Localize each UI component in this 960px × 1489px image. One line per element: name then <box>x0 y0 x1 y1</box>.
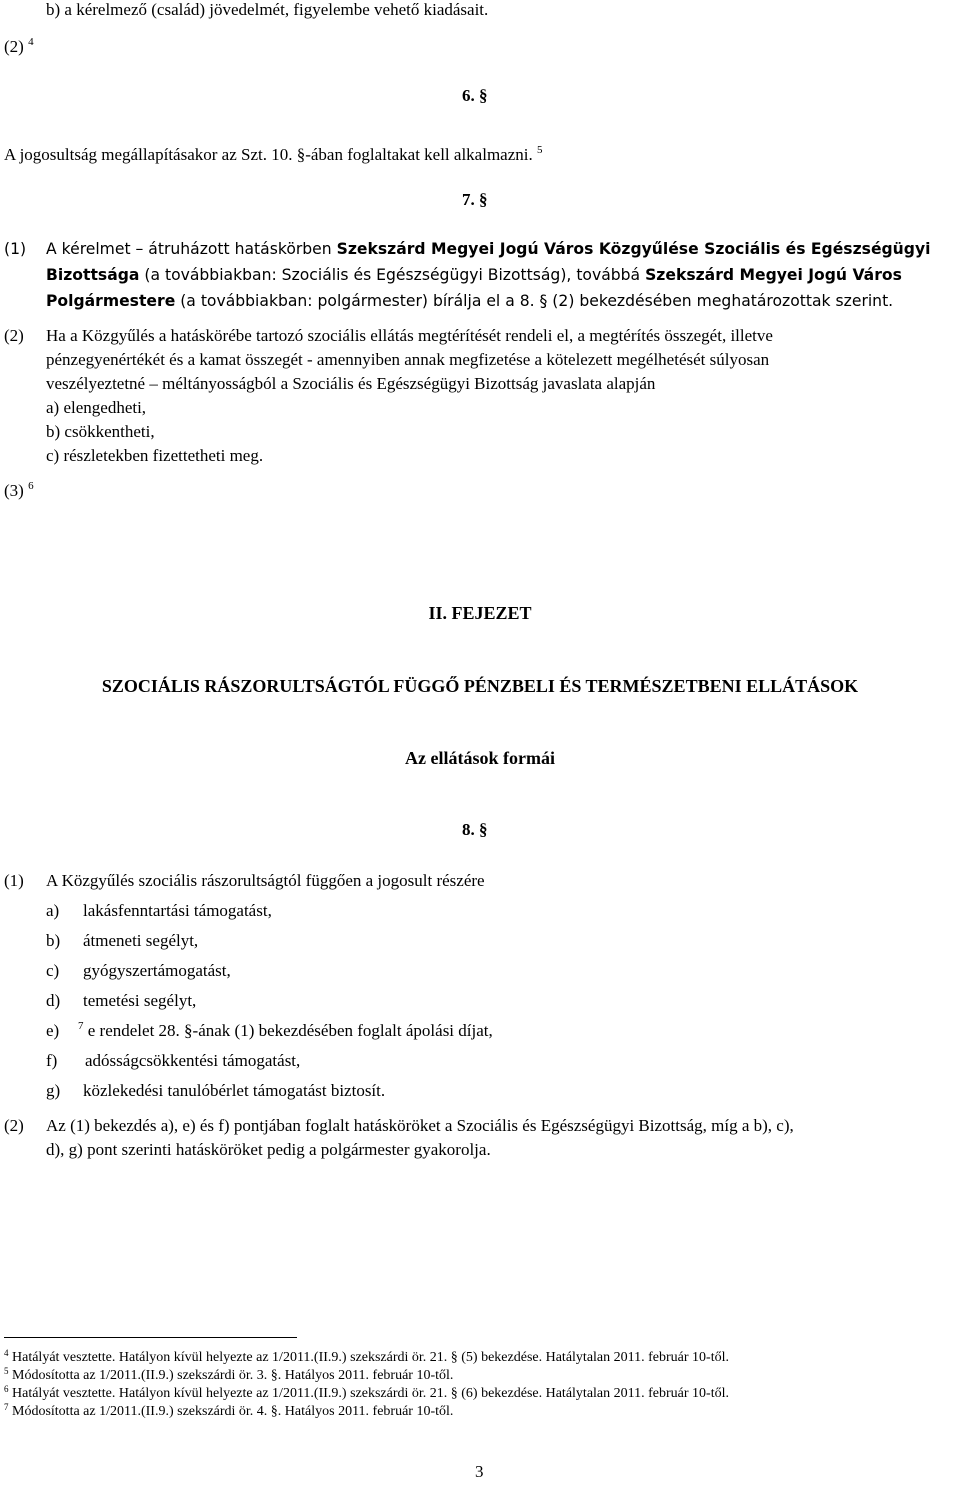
list-item-letter: d) <box>46 991 61 1010</box>
list-item: lakásfenntartási támogatást, <box>83 901 272 920</box>
section-6-heading: 6. § <box>462 86 488 105</box>
footnote-ref: 7 <box>78 1020 84 1032</box>
list-item-letter: f) <box>46 1051 58 1070</box>
s8-para1-number: (1) <box>4 871 24 890</box>
footnote-ref: 4 <box>28 36 34 48</box>
list-item: $^7$ e rendelet 28. §-ának (1) bekezdésében foglalt ápolási díjat, <box>78 1020 493 1040</box>
s7-para2-line2: pénzegyenértékét és a kamat összegét - amennyiben annak megfizetése a kötelezett megélhetését súlyosan <box>46 350 770 369</box>
footnote: $^7$ Módosította az 1/2011.(II.9.) szekszárdi ör. 4. §. Hatályos 2011. február 10-től. <box>4 1402 454 1419</box>
s7-para1-number: (1) <box>4 240 27 258</box>
list-item: c) részletekben fizettetheti meg. <box>46 446 264 465</box>
s7-para2-line3: veszélyeztetné – méltányosságból a Szociális és Egészségügyi Bizottság javaslata alapján <box>46 374 656 393</box>
s7-para1-line1: A kérelmet – átruházott hatáskörben Szekszárd Megyei Jogú Város Közgyűlése Szociális és Egészségügyi <box>46 240 931 258</box>
list-item-letter: e) <box>46 1021 60 1040</box>
s7-para1-line2: Bizottsága (a továbbiakban: Szociális és Egészségügyi Bizottság), továbbá Szekszárd Megyei Jogú Város <box>46 266 902 284</box>
s7-para3-number: (3) $^6$ <box>4 480 34 500</box>
footnote-separator <box>4 1337 297 1338</box>
s8-para2-line1: Az (1) bekezdés a), e) és f) pontjában foglalt hatásköröket a Szociális és Egészségügyi Bizottság, míg a b), c), <box>46 1116 794 1135</box>
s7-para2-line1: Ha a Közgyűlés a hatáskörébe tartozó szociális ellátás megtérítését rendeli el, a megtérítés összegét, illetve <box>46 326 773 345</box>
footnote: $^5$ Módosította az 1/2011.(II.9.) szekszárdi ör. 3. §. Hatályos 2011. február 10-től. <box>4 1366 454 1383</box>
s8-para1-intro: A Közgyűlés szociális rászorultságtól függően a jogosult részére <box>46 871 485 890</box>
s8-para2-line2: d), g) pont szerinti hatásköröket pedig a polgármester gyakorolja. <box>46 1140 491 1159</box>
list-item-letter: a) <box>46 901 60 920</box>
section-6-text: A jogosultság megállapításakor az Szt. 10. §-ában foglaltakat kell alkalmazni. $^5$ <box>4 144 543 164</box>
section-8-heading: 8. § <box>462 820 488 839</box>
list-item: közlekedési tanulóbérlet támogatást biztosít. <box>83 1081 386 1100</box>
list-item: temetési segélyt, <box>83 991 197 1010</box>
list-item: adósságcsökkentési támogatást, <box>85 1051 301 1070</box>
list-item: átmeneti segélyt, <box>83 931 199 950</box>
item-b-income: b) a kérelmező (család) jövedelmét, figyelembe vehető kiadásait. <box>46 0 489 19</box>
list-item-letter: c) <box>46 961 60 980</box>
section-7-heading: 7. § <box>462 190 488 209</box>
footnote-ref: 5 <box>536 144 543 156</box>
s8-para2-number: (2) <box>4 1116 24 1135</box>
page-number: 3 <box>475 1462 484 1481</box>
list-item: a) elengedheti, <box>46 398 147 417</box>
s7-para2-number: (2) <box>4 326 24 345</box>
list-item: b) csökkentheti, <box>46 422 155 441</box>
chapter-title: SZOCIÁLIS RÁSZORULTSÁGTÓL FÜGGŐ PÉNZBELI ÉS TERMÉSZETBENI ELLÁTÁSOK <box>101 676 859 696</box>
list-item-letter: b) <box>46 931 61 950</box>
footnote: $^4$ Hatályát vesztette. Hatályon kívül helyezte az 1/2011.(II.9.) szekszárdi ör. 21. § (5) bekezdése. Hatálytalan 2011. február 10-től. <box>4 1348 729 1365</box>
chapter-number: II. FEJEZET <box>428 603 532 623</box>
list-item: gyógyszertámogatást, <box>83 961 231 980</box>
para-2-number: (2) $^4$ <box>4 36 34 56</box>
list-item-letter: g) <box>46 1081 61 1100</box>
footnote: $^6$ Hatályát vesztette. Hatályon kívül helyezte az 1/2011.(II.9.) szekszárdi ör. 21. § (6) bekezdése. Hatálytalan 2011. február 10-től. <box>4 1384 729 1401</box>
footnote-ref: 6 <box>28 480 34 492</box>
s7-para1-line3: Polgármestere (a továbbiakban: polgármester) bírálja el a 8. § (2) bekezdésében meghatározottak szerint. <box>46 292 894 310</box>
chapter-subtitle: Az ellátások formái <box>405 748 555 768</box>
